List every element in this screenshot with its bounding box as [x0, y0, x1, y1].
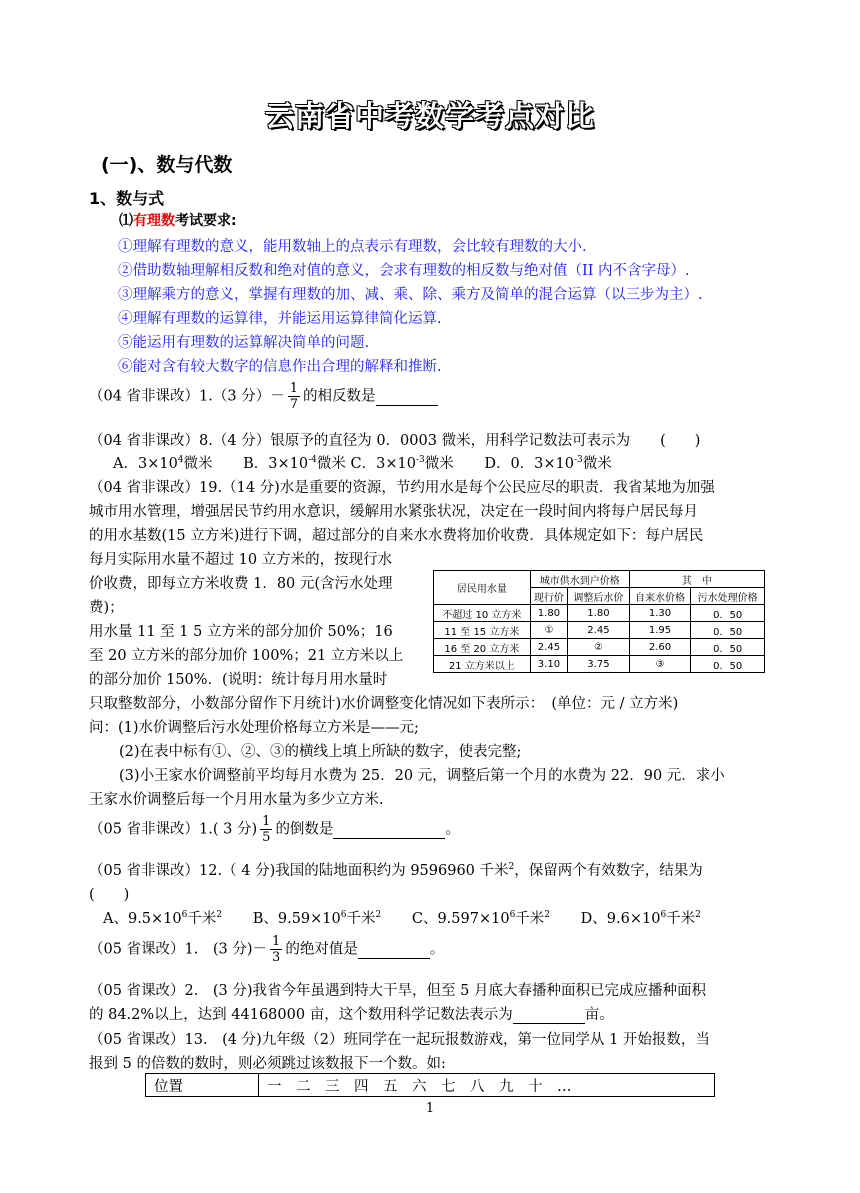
fraction	[270, 934, 282, 965]
question-prefix: （05 省课改）1. (3 分)	[89, 941, 253, 958]
requirement-item: ⑥能对含有较大数字的信息作出合理的解释和推断.	[118, 359, 442, 375]
table-header: 调整后水价	[568, 588, 630, 605]
question-05k-1: （05 省课改）1. (3 分)－ $\frac{1}{3}$ 的绝对值是 。	[89, 934, 445, 965]
question-line: 至 20 立方米的部分加价 100%；21 立方米以上	[89, 648, 404, 664]
answer-paren: ( )	[660, 433, 701, 449]
page-number: 1	[425, 1101, 435, 1116]
requirement-item: ⑤能运用有理数的运算解决简单的问题.	[118, 335, 370, 351]
question-sub: 问：(1)水价调整后污水处理价格每立方米是——元;	[89, 720, 419, 736]
fraction	[260, 814, 272, 845]
question-line: 费)；	[89, 600, 124, 616]
answer-blank	[358, 942, 430, 959]
answer-blank	[513, 1007, 585, 1024]
req-suffix: 考试要求:	[175, 213, 237, 229]
option-a: A、$9.5\times 10^6$千米$^2$	[103, 910, 223, 927]
question-line: 只取整数部分，小数部分留作下月统计)水价调整变化情况如下表所示： (单位：元 / 立方米)	[89, 696, 679, 712]
requirement-item: ④理解有理数的运算律，并能运用运算律简化运算.	[118, 311, 442, 327]
table-row: 21 立方米以上 3.10 3.75 ③ 0．50	[434, 656, 765, 673]
question-line: 城市用水管理，增强居民节约用水意识，缓解用水紧张状况，决定在一段时间内将每户居民每月	[89, 504, 698, 520]
minus-sign: －	[270, 388, 285, 405]
denominator: 3	[272, 950, 281, 965]
question-line: 的 84.2%以上，达到 44168000 亩，这个数用科学记数法表示为 亩。	[89, 1007, 614, 1023]
table-header: 城市供水到户价格	[530, 571, 629, 588]
options-05-12	[103, 907, 701, 928]
question-prefix: （05 省非课改）1.( 3 分)	[89, 821, 258, 838]
options-04-8	[113, 452, 612, 473]
table-header: 其 中	[629, 571, 764, 588]
denominator: 7	[289, 397, 299, 412]
option-c: C．$3\times 10^{-3}$微米	[350, 455, 454, 472]
question-text: 的相反数是	[303, 388, 376, 405]
table-row: 11 至 15 立方米 ① 2.45 1.95 0．50	[434, 622, 765, 639]
question-sub: (2)在表中标有①、②、③的横线上填上所缺的数字，使表完整;	[119, 744, 522, 760]
question-05-12: （05 省非课改）12.（ 4 分)我国的陆地面积约为 9596960 千米$^2$，保留两个有效数字，结果为	[89, 862, 703, 879]
numerator: 1	[289, 381, 299, 396]
section-heading: (一)、数与代数	[101, 154, 233, 176]
question-line: 价收费，即每立方米收费 1．80 元(含污水处理	[89, 576, 393, 592]
requirement-item: ③理解乘方的意义，掌握有理数的加、减、乘、除、乘方及简单的混合运算（以三步为主）.	[118, 287, 703, 303]
question-line: （05 省课改）13. (4 分)九年级（2）班同学在一起玩报数游戏，第一位同学从 1 开始报数，当	[89, 1032, 710, 1048]
question-line: 的用水基数(15 立方米)进行下调，超过部分的自来水水费将加价收费．具体规定如下：每户居民	[89, 528, 704, 544]
minus-sign: －	[252, 941, 268, 958]
subsection-heading: 1、数与式	[89, 189, 165, 208]
table-header: 污水处理价格	[691, 588, 765, 605]
table-row: 16 至 20 立方米 2.45 ② 2.60 0．50	[434, 639, 765, 656]
question-text: 的倒数是	[275, 821, 334, 838]
denominator: 5	[262, 830, 271, 845]
table-header: 位置	[146, 1074, 259, 1097]
table-header: 居民用水量	[434, 571, 531, 605]
table-header: 现行价	[530, 588, 567, 605]
option-d: D．0．$3\times 10^{-3}$微米	[484, 455, 612, 472]
question-line: 每月实际用水量不超过 10 立方米的，按现行水	[89, 552, 393, 568]
question-05-1: （05 省非课改）1.( 3 分) $\frac{1}{5}$ 的倒数是 。	[89, 814, 460, 845]
question-04-1	[89, 381, 438, 412]
question-sub: 王家水价调整后每一个月用水量为多少立方米.	[89, 792, 384, 808]
option-d: D、$9.6\times 10^6$千米$^2$	[580, 910, 701, 927]
req-highlight: 有理数	[133, 213, 175, 229]
fraction	[288, 381, 300, 412]
requirement-heading	[119, 210, 237, 230]
table-row	[146, 1074, 715, 1097]
requirement-item: ②借助数轴理解相反数和绝对值的意义，会求有理数的相反数与绝对值（II 内不含字母）.	[118, 263, 690, 279]
page-title: 云南省中考数学考点对比	[264, 99, 595, 133]
question-sub: (3)小王家水价调整前平均每月水费为 25．20 元，调整后第一个月的水费为 22．90 元．求小	[119, 768, 725, 784]
table-cell: 一 二 三 四 五 六 七 八 九 十 …	[259, 1074, 715, 1097]
water-price-table	[433, 570, 765, 673]
question-line: 的部分加价 150%．(说明：统计每月用水量时	[89, 672, 388, 688]
question-line: 报到 5 的倍数的数时，则必须跳过该数报下一个数。如:	[89, 1056, 446, 1072]
question-prefix: （04 省非课改）1.（3 分）	[89, 388, 271, 405]
answer-blank	[333, 822, 445, 839]
option-b: B、$9.59\times 10^6$千米$^2$	[252, 910, 382, 927]
answer-paren: ( )	[89, 887, 130, 903]
question-line: （04 省非课改）19.（14 分)水是重要的资源，节约用水是每个公民应尽的职责．我省某地为加强	[89, 480, 715, 496]
requirement-item: ①理解有理数的意义，能用数轴上的点表示有理数，会比较有理数的大小.	[118, 239, 587, 255]
question-line: （05 省课改）2. (3 分)我省今年虽遇到特大干旱，但至 5 月底大春播种面积已完成应播种面积	[89, 983, 706, 999]
question-04-8	[89, 429, 700, 450]
option-a: A．$3\times 10^4$微米	[113, 455, 213, 472]
table-row: 不超过 10 立方米 1.80 1.80 1.30 0．50	[434, 605, 765, 622]
option-b: B．$3\times 10^{-4}$微米	[243, 455, 346, 472]
question-text: （04 省非课改）8.（4 分）银原予的直径为 0．0003 微米，用科学记数法可表示为	[89, 433, 631, 449]
numerator: 1	[272, 934, 281, 949]
question-line: 用水量 11 至 1 5 立方米的部分加价 50%；16	[89, 624, 393, 640]
question-text: 的绝对值是	[285, 941, 358, 958]
option-c: C、$9.597\times 10^6$千米$^2$	[411, 910, 551, 927]
answer-blank	[376, 389, 438, 406]
position-table	[145, 1073, 715, 1097]
req-prefix: ⑴	[119, 213, 133, 229]
numerator: 1	[262, 814, 271, 829]
table-header: 自来水价格	[629, 588, 691, 605]
